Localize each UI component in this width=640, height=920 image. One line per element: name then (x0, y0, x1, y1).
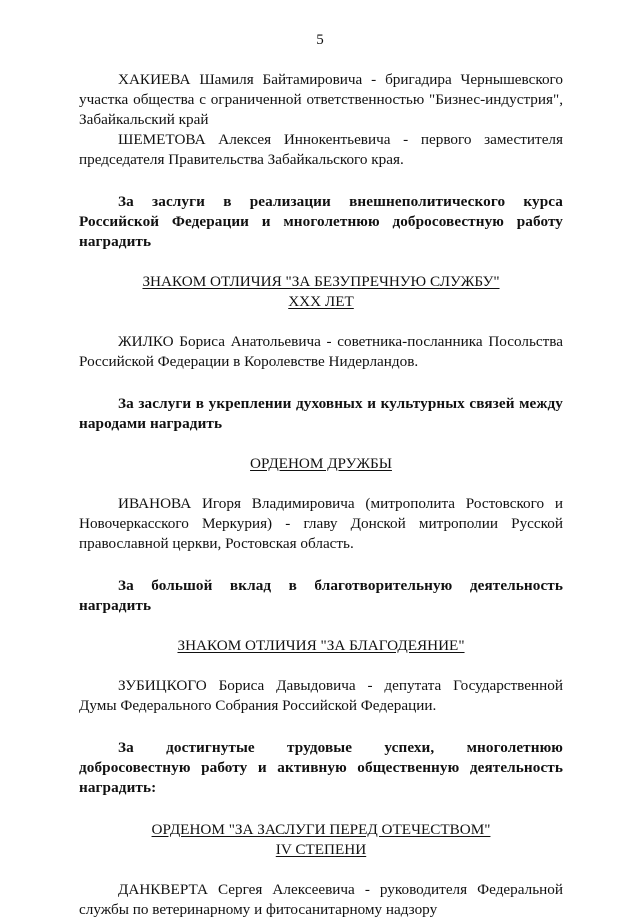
nominee-shemetov: ШЕМЕТОВА Алексея Иннокентьевича - первого заместителя председателя Правительства Забайкальского края. (79, 131, 563, 168)
decree-foreign-policy: За заслуги в реализации внешнеполитического курса Российской Федерации и многолетнюю добросовестную работу наградить (79, 193, 563, 250)
decree-cultural-ties: За заслуги в укреплении духовных и культурных связей между народами наградить (79, 395, 563, 432)
decree-charity: За большой вклад в благотворительную деятельность наградить (79, 577, 563, 614)
award-title-line: ОРДЕНОМ "ЗА ЗАСЛУГИ ПЕРЕД ОТЕЧЕСТВОМ" (151, 821, 491, 838)
award-degree-line: IV СТЕПЕНИ (275, 841, 367, 858)
award-charity-badge: ЗНАКОМ ОТЛИЧИЯ "ЗА БЛАГОДЕЯНИЕ" (177, 637, 465, 654)
decree-labor-success: За достигнутые трудовые успехи, многолетнюю добросовестную работу и активную общественную деятельность наградить: (79, 739, 563, 796)
nominee-khakiev: ХАКИЕВА Шамиля Байтамировича - бригадира Чернышевского участка общества с ограниченной ответственностью "Бизнес-индустрия", Забайкальский край (79, 71, 563, 128)
award-impeccable-service (79, 272, 563, 312)
award-order-merit-fatherland (79, 820, 563, 860)
page-number: 5 (316, 32, 324, 48)
nominee-zhilko: ЖИЛКО Бориса Анатольевича - советника-посланника Посольства Российской Федерации в Королевстве Нидерландов. (79, 333, 563, 370)
nominee-ivanov: ИВАНОВА Игоря Владимировича (митрополита Ростовского и Новочеркасского Меркурия) - главу Донской митрополии Русской православной церкви, Ростовская область. (79, 495, 563, 552)
nominee-zubitsky: ЗУБИЦКОГО Бориса Давыдовича - депутата Государственной Думы Федерального Собрания Российской Федерации. (79, 677, 563, 714)
nominee-dankvert: ДАНКВЕРТА Сергея Алексеевича - руководителя Федеральной службы по ветеринарному и фитосанитарному надзору (79, 881, 563, 918)
award-title-line: ЗНАКОМ ОТЛИЧИЯ "ЗА БЕЗУПРЕЧНУЮ СЛУЖБУ" (142, 273, 500, 290)
award-order-of-friendship: ОРДЕНОМ ДРУЖБЫ (250, 455, 392, 472)
award-subtitle-line: XXX ЛЕТ (288, 293, 354, 310)
document-body (79, 70, 563, 920)
